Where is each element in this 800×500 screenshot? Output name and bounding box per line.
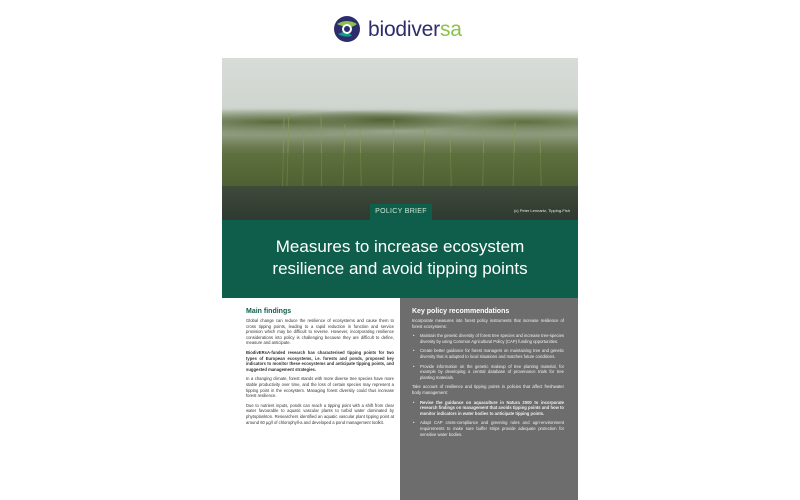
recommendation-item: • Provide information on the genetic makeup of tree planting material, for example by developing a central database of provenance trials for tree planting materials. (412, 364, 564, 381)
cover-photo (222, 58, 578, 220)
brand-logo-text: biodiversa (368, 18, 462, 41)
recommendations-column (400, 298, 578, 500)
recommendation-item: • Maintain the genetic diversity of forest tree species and increase tree-species diversity by using Common Agricultural Policy (CAP) funding opportunities. (412, 333, 564, 344)
photo-credit: (c) Peter Lennartz, Tipping-Fish (513, 208, 570, 213)
main-findings-heading: Main findings (246, 308, 292, 315)
recommendation-item: • Revise the guidance on aquaculture in Natura 2000 to incorporate research findings on management that avoids tipping points and how to monitor indicators in water bodies to anticipate tipping points. (412, 400, 564, 417)
policy-brief-tag: POLICY BRIEF (370, 204, 432, 220)
biodiversa-globe-icon (332, 14, 362, 44)
title-line-1: Measures to increase ecosystem (275, 237, 525, 256)
recommendations-intro: Incorporate measures into forest policy instruments that increase resilience of forest ecosystems: (412, 318, 564, 329)
finding-paragraph: In a changing climate, forest stands with more diverse tree species have more stable productivity over time, and the loss of certain species may represent a tipping point in the ecosystem. Managing forest diversity could thus increase forest resilience. (246, 376, 394, 399)
header (222, 0, 578, 58)
recommendations-intro: Take account of resilience and tipping points in policies that affect freshwater body management: (412, 384, 564, 395)
page-title (222, 236, 578, 280)
finding-paragraph: BiodivERsA-funded research has characterised tipping points for two types of European ecosystems, i.e. forests and ponds, proposed key indicators to monitor these ecosystems and anticipate tipping points, and suggested management strategies. (246, 349, 394, 372)
recommendation-item: • Create better guidance for forest managers on maintaining tree and genetic diversity that is adapted to local situations and matches future conditions. (412, 348, 564, 359)
finding-paragraph: Global change can reduce the resilience of ecosystems and cause them to cross tipping points, leading to a rapid reduction in function and service provision which may be difficult to reverse. However, incorporating resilience considerations into policy is challenging because they are difficult to define, measure and anticipate. (246, 318, 394, 346)
title-line-2: resilience and avoid tipping points (272, 259, 528, 278)
finding-paragraph: Due to nutrient inputs, ponds can reach a tipping point with a shift from clear water favourable to aquatic vascular plants to turbid water dominated by phytoplankton. Researchers identified an aquatic vascular plant tipping point at around 60 µg/l of chlorophyll-a and developed a pond management toolkit. (246, 402, 394, 425)
recommendation-item: • Adapt CAP cross-compliance and greening rules and agri-environment requirements to make sure buffer strips provide adequate protection for sensitive water bodies. (412, 420, 564, 437)
main-findings-column (222, 298, 400, 500)
recommendations-heading: Key policy recommendations (412, 308, 510, 315)
policy-brief-page (222, 0, 578, 500)
